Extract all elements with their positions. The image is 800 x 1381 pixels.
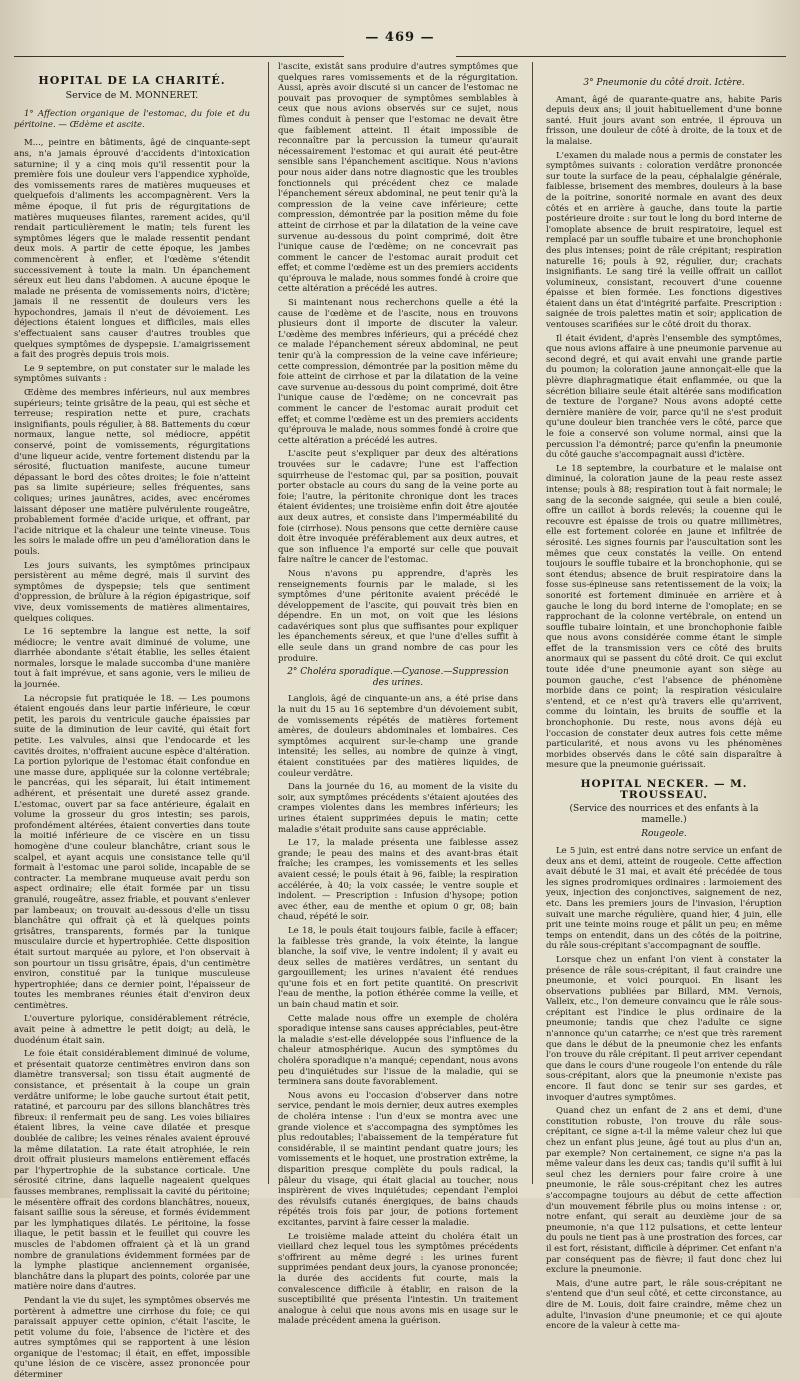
paragraph: Le 9 septembre, on put constater sur le malade les symptômes suivants : [14,363,250,385]
paragraph: Nous avons eu l'occasion d'observer dans notre service, pendant le mois dernier, deux autres exemples de choléra intense : l'un d'eux se montra avec une grande violence et s'accompagna des symptômes les plus redoutables; l'abaissement de la température fut considérable, il se maintint pendant quatre jours; les vomissements et le hoquet, une prostration extrême, la disparition presque complète du pouls radical, la pâleur du visage, qui était glacial au toucher, nous inspirèrent de vives inquiétudes; cependant l'emploi des révulsifs cutanés énergiques, de bains chauds répétés trois fois par jour, de potions fortement excitantes, parvint à faire cesser la maladie. [278,1090,518,1228]
header-rule-left [14,56,344,57]
hospital-heading: HOPITAL NECKER. — M. TROUSSEAU. [580,778,748,801]
paragraph: L'ouverture pylorique, considérablement rétrécie, avait peine à admettre le petit doigt; au delà, le duodénum était sain. [14,1014,250,1046]
paragraph: Langlois, âgé de cinquante-un ans, a été prise dans la nuit du 15 au 16 septembre d'un dévoiement subit, de vomissements répétés de matières fortement amères, de douleurs abdominales et lombaires. Ces symptômes acquirent sur-le-champ une grande intensité; les selles, au nombre de quinze à vingt, étaient constituées par des matières liquides, de couleur verdâtre. [278,694,518,779]
column-1 [14,62,250,1381]
paragraph: Quand chez un enfant de 2 ans et demi, d'une constitution robuste, l'on trouve du râle sous-crépitant, ce signe a-t-il la même valeur chez lui que chez un enfant plus jeune, âgé tout au plus d'un an, par exemple? Non certainement, ce signe n'a pas la même valeur dans les deux cas; tandis qu'il suffit à lui seul chez les derniers pour faire croire à une pneumonie, le râle sous-crépitant chez les autres s'accompagne toujours au début de cette affection d'un mouvement fébrile plus ou moins intense : or, notre enfant, qui serait au deuxième jour de sa pneumonie, n'a que 112 pulsations, et cette lenteur du pouls ne tient pas à une prostration des forces, car il est fort, résistant, difficile à déprimer. Cet enfant n'a par conséquent pas de fièvre; il faut donc chez lui exclure la pneumonie. [546,1106,782,1276]
service-heading: Service de M. MONNERET. [65,89,199,101]
case-title: Rougeole. [641,829,687,840]
paragraph: M..., peintre en bâtiments, âgé de cinquante-sept ans, n'a jamais éprouvé d'accidents d'intoxication saturnine; il y a cinq mois qu'il ressentit pour la première fois une douleur vers l'appendice xyphoïde, des vomissements rares de matières muqueuses et quelquefois d'aliments les accompagnèrent. Vers la même époque, il fut pris de régurgitations de matières muqueuses filantes, rarement acides, qu'il rendait particulièrement le matin; tels furent les symptômes légers que le malade ressentit pendant deux mois. A partir de cette époque, les jambes commencèrent à enfler, et l'œdème s'étendit successivement à toute la main. Un épanchement séreux eut lieu dans l'abdomen. A aucune époque le malade ne présenta de vomissements noirs, d'ictère; jamais il ne ressentit de douleurs vers les hypochondres, jamais il n'eut de dévoiement. Les déjections étaient longues et difficiles, mais elles s'effectuaient sans causer d'autres troubles que quelques symptômes de dyspepsie. L'amaigrissement a fait des progrès depuis trois mois. [14,138,250,361]
column-3 [546,62,782,1332]
paragraph: Amant, âgé de quarante-quatre ans, habite Paris depuis deux ans; il jouit habituellement d'une bonne santé. Huit jours avant son entrée, il éprouva un frisson, une douleur de côté à droite, de la toux et de la malaise. [546,94,782,147]
case-title: 3° Pneumonie du côté droit. Ictère. [583,78,745,88]
paragraph: Nous n'avons pu apprendre, d'après les renseignements fournis par le malade, si les symptômes d'une péritonite avaient précédé le développement de l'ascite, qui pouvait très bien en dépendre. En un mot, on voit que les lésions cadavériques sont plus que suffisantes pour expliquer les épanchements séreux, et que l'une d'elles suffit à elle seule dans un grand nombre de cas pour les produire. [278,568,518,664]
paragraph: Cette malade nous offre un exemple de choléra sporadique intense sans causes appréciables, peut-être la maladie s'est-elle développée sous l'influence de la chaleur atmosphérique. Aucun des symptômes du choléra sporadique n'a manqué; cependant, nous avons peu d'inquiétudes sur l'issue de la maladie, qui se terminera sans doute favorablement. [278,1013,518,1088]
header-rule-right [456,56,786,57]
paragraph: L'ascite peut s'expliquer par deux des altérations trouvées sur le cadavre; l'une est l'affection squirrheuse de l'estomac qui, par sa position, pouvait porter obstacle au cours du sang de la veine porte au foie; l'autre, la péritonite chronique dont les traces étaient évidentes; une troisième enfin doit être ajoutée aux deux autres, et consiste dans l'imperméabilité du foie (cirrhose). Nous pensons que cette dernière cause doit être invoquée préférablement aux deux autres, et que son influence l'a emporté sur celle que pouvait faire naître le cancer de l'estomac. [278,449,518,566]
paragraph: Il était évident, d'après l'ensemble des symptômes, que nous avions affaire à une pneumonie parvenue au second degré, et qui avait envahi une grande partie du poumon; la coloration jaune annonçait-elle que la plèvre diaphragmatique était enflammée, ou que la sécrétion biliaire seule était altérée sans modification de texture de l'organe? Nous avons adopté cette dernière manière de voir, parce qu'il ne s'est produit qu'une douleur bien tranchée vers le côté, parce que le foie a conservé son volume normal, ainsi que la percussion l'a démontré; parce qu'enfin la pneumonie du côté gauche s'accompagnait aussi d'ictère. [546,333,782,461]
paragraph: La nécropsie fut pratiquée le 18. — Les poumons étaient engoués dans leur partie inférieure, le cœur petit, les parois du ventricule gauche épaissies par suite de la diminution de leur cavité, qui était fort petite. Les valvules, ainsi que l'endocarde et les cavités droites, n'offraient aucune espèce d'altération. La portion pylorique de l'estomac était confondue en une masse dure, appliquée sur la colonne vertébrale; le pancréas, qui les séparait, lui était intimement adhérent, et présentait une dureté assez grande. L'estomac, ouvert par sa face antérieure, égalait en volume la grosseur du gros intestin; ses parois, profondément altérées, étaient converties dans toute la moitié inférieure de ce viscère en un tissu homogène d'une couleur blanchâtre, criant sous le scalpel, et ayant acquis une consistance telle qu'il formait à l'estomac une paroi solide, incapable de se contracter. La membrane muqueuse avait perdu son aspect ordinaire; elle était formée par un tissu granulé, rougeâtre, assez friable, et pouvant s'enlever par lambeaux; on trouvait au-dessous d'elle un tissu blanchâtre qui offrait çà et là quelques points grisâtres, transparents, formés par la tunique musculaire durcie et hypertrophiée. Cette disposition était surtout marquée au pylore, et l'on observait à son pourtour un tissu grisâtre, épais, d'un centimètre environ, constitué par la tunique musculeuse hypertrophiée; dans ce dernier point, l'épaisseur de toutes les membranes réunies était d'environ deux centimètres. [14,693,250,1011]
paragraph: Mais, d'une autre part, le râle sous-crépitant ne s'entend que d'un seul côté, et cette circonstance, au dire de M. Louis, doit faire craindre, même chez un adulte, l'invasion d'une pneumonie; et ce qui ajoute encore de la valeur à cette ma- [546,1278,782,1332]
paragraph: l'ascite, existât sans produire d'autres symptômes que quelques rares vomissements et de la régurgitation. Aussi, après avoir discuté si un cancer de l'estomac ne pouvait pas provoquer de symptômes semblables à ceux que nous avions observés sur ce sujet, nous fûmes conduit à penser que l'estomac ne devait être que faiblement atteint. Il était impossible de reconnaître par la percussion la tumeur qu'aurait nécessairement l'estomac et qui aurait été peut-être sensible sans l'épanchement ascitique. Nous n'avions pour nous aider dans notre diagnostic que les troubles fonctionnels qui précédent chez ce malade l'épanchement séreux abdominal, ne peut tenir qu'à la compression de la veine cave inférieure; cette compression, démontrée par la position même du foie atteint de cirrhose et par la dilatation de la veine cave survenue au-dessous du point comprimé, doit être l'unique cause de l'œdème; on ne concevrait pas comment le cancer de l'estomac aurait produit cet effet; et comme l'œdème est un des premiers accidents qu'éprouva le malade, nous sommes fondé à croire que cette altération a précédé les autres. [278,62,518,295]
paragraph: Le 16 septembre la langue est nette, la soif médiocre; le ventre avait diminué de volume, une diarrhée abondante s'était établie, les selles étaient normales, lorsque le malade succomba d'une manière tout à fait imprévue, et sans agonie, vers le milieu de la journée. [14,627,250,691]
paragraph: Œdème des membres inférieurs, nul aux membres supérieurs; teinte grisâtre de la peau, qui est sèche et terreuse; respiration nette et pure, crachats insignifiants, pouls régulier, à 88. Battements du cœur normaux, langue nette, sol médiocre, appétit conservé, point de vomissements, régurgitations d'une liqueur acide, ventre fortement distendu par la sérosité, fluctuation manifeste, aucune tumeur dépassant le bord des côtes droites; le foie n'atteint pas sa limite supérieure; selles fréquentes, sans coliques; urines jaunâtres, acides, avec encéromes laissant déposer une matière pulvérulente rougeâtre, probablement formée d'acide urique, et offrant, par l'acide nitrique et la chaleur une teinte vineuse. Tous les soirs le malade offre un peu d'amélioration dans le pouls. [14,388,250,557]
hospital-heading: HOPITAL DE LA CHARITÉ. [38,74,226,87]
paragraph: Pendant la vie du sujet, les symptômes observés me portèrent à admettre une cirrhose du foie; ce qui paraissait appuyer cette opinion, c'était l'ascite, le petit volume du foie, l'absence de l'ictère et des autres symptômes qui se rapportent à une lésion organique de l'estomac; il était, en effet, impossible qu'une lésion de ce viscère, assez prononcée pour déterminer [14,1295,250,1381]
column-2 [278,62,518,1327]
paragraph: Le foie était considérablement diminué de volume, et présentait quatorze centimètres environ dans son diamètre transversal; son tissu était augmenté de consistance, et présentait à la coupe un grain verdâtre uniforme; le lobe gauche surtout était petit, ratatiné, et parcouru par des sillons blanchâtres très fibreux: il renfermait peu de sang. Les voies biliaires étaient libres, la veine cave dilatée et presque doublée de calibre; les veines rénales avaient éprouvé la même dilatation. La rate était atrophiée, le rein droit offrait plusieurs mamelons entièrement effacés par l'hypertrophie de la substance corticale. Une sérosité citrine, dans laquelle nageaient quelques fausses membranes, remplissait la cavité du péritoine; le mésentère offrait des cordons blanchâtres, noueux, faisant saillie sous la séreuse, et formés évidemment par les lymphatiques dilatés. Le péritoine, la fosse iliaque, le petit bassin et le feuillet qui couvre les muscles de l'abdomen offraient çà et là un grand nombre de granulations évidemment formées par de la lymphe plastique anciennement organisée, blanchâtre dans la plupart des points, colorée par une matière noire dans d'autres. [14,1049,250,1293]
paragraph: Le 18, le pouls était toujours faible, facile à effacer; la faiblesse très grande, la voix éteinte, la langue blanche, la soif vive, le ventre indolent; il y avait eu deux selles de matières verdâtres, un sentant du gargouillement; les urines n'avaient été rendues qu'une fois et en fort petite quantité. On prescrivit l'eau de menthe, la potion éthérée comme la veille, et un bain chaud matin et soir. [278,925,518,1011]
paragraph: Le 18 septembre, la courbature et le malaise ont diminué, la coloration jaune de la peau reste assez intense; pouls à 88; respiration tout à fait normale; le sang de la seconde saignée, qui seule a bien coulé, offre un caillot à bords relevés; la couenne qui le recouvre est épaisse de trois ou quatre millimètres, elle est fortement colorée en jaune et infiltrée de sérosité. Les signes fournis par l'auscultation sont les mêmes que ceux constatés la veille. On entend toujours le souffle tubaire et la bronchophonie, qui se sont étendus; absence de bruit respiratoire dans la fosse sus-épineuse sans retentissement de la voix; la sonorité est fortement diminuée en arrière et à gauche le long du bord interne de l'omoplate; en se rapprochant de la colonne vertébrale, on entend un souffle tubaire lointain, et une bronchophonie faible que nous avons considérée comme étant le simple effet de la transmission vers ce côté des bruits anormaux qui se passent du côté droit. Ce qui exclut toute idée d'une pneumonie ayant son siège au poumon gauche, c'est l'absence de phénomène morbide dans ce point; la respiration vésiculaire s'entend, et ce n'est qu'à travers elle qu'arrivent, comme du lointain, les bruits de souffle et la bronchophonie. Du reste, nous avons déjà eu l'occasion de constater deux autres fois cette même particularité, et nous avons vu les phénomènes morbides observés dans le côté sain disparaître à mesure que la pneumonie guérissait. [546,463,782,771]
paragraph: Le 5 juin, est entré dans notre service un enfant de deux ans et demi, atteint de rougeole. Cette affection avait débuté le 31 mai, et avait été précédée de tous les signes prodromiques ordinaires : larmoiement des yeux, injection des conjonctives, saignement de nez, etc. Dans les premiers jours de l'invasion, l'éruption suivait une marche régulière, quand hier, 4 juin, elle prit une teinte moins rouge et pâlit un peu; en même temps on entendit, dans un des côtés de la poitrine, du râle sous-crépitant s'accompagnant de souffle. [546,845,782,952]
paragraph: Le troisième malade atteint du choléra était un vieillard chez lequel tous les symptômes précédents s'offrirent au même degré : les urines furent supprimées pendant deux jours, la cyanose prononcée; la durée des accidents fut courte, mais la convalescence difficile à établir, en raison de la susceptibilité que présenta l'intestin. Un traitement analogue à celui que nous avons mis en usage sur le malade précédent amena la guérison. [278,1231,518,1327]
service-heading: (Service des nourrices et des enfants à la mamelle.) [569,804,759,825]
case-title: 2° Choléra sporadique.—Cyanose.—Suppression des urines. [287,667,509,688]
case-title: 1° Affection organique de l'estomac, du foie et du péritoine. — Œdème et ascite. [14,109,250,130]
paragraph: L'examen du malade nous a permis de constater les symptômes suivants : coloration verdâtre prononcée sur toute la surface de la peau, céphalalgie générale, faiblesse, brisement des membres, douleurs à la base de la poitrine, sonorité normale en avant des deux côtés et en arrière à gauche, dans toute la partie postérieure droite : sur tout le long du bord interne de l'omoplate absence de bruit respiratoire, lequel est remplacé par un souffle tubaire et une bronchophonie des plus intenses; point de râle crépitant; respiration naturelle 16; pouls à 92, régulier, dur; crachats insignifiants. Le sang tiré la veille offrait un caillot volumineux, consistant, recouvert d'une couenne épaisse et bien formée. Les fonctions digestives étaient dans un état d'intégrité parfaite. Prescription : saignée de trois palettes matin et soir; application de ventouses scarifiées sur le côté droit du thorax. [546,150,782,331]
paragraph: Les jours suivants, les symptômes principaux persistèrent au même degré, mais il survint des symptômes de dyspepsie; tels que sentiment d'oppression, de brûlure à la région épigastrique, soif vive, deux vomissements de matières alimentaires, quelques coliques. [14,560,250,624]
column-separator [268,62,269,1184]
paragraph: Lorsque chez un enfant l'on vient à constater la présence de râle sous-crépitant, il faut craindre une pneumonie, et voici pourquoi. En lisant les observations publiées par Billard, MM. Vernois, Valleix, etc., l'on demeure convaincu que le râle sous-crépitant est l'indice le plus ordinaire de la pneumonie; tandis que chez l'adulte ce signe n'annonce qu'un catarrhe; ce n'est que très rarement que dans le début de la pneumonie chez les enfants l'on trouve du râle crépitant. Il peut arriver cependant que dans le cours d'une rougeole l'on entende du râle sous-crépitant, alors que la pneumonie n'existe pas encore. Il faut donc se tenir sur ses gardes, et invoquer d'autres symptômes. [546,954,782,1103]
paragraph: Dans la journée du 16, au moment de la visite du soir, aux symptômes précédents s'étaient ajoutées des crampes violentes dans les membres inférieurs; les urines étaient supprimées depuis le matin; cette maladie s'était produite sans cause appréciable. [278,782,518,835]
column-separator [532,62,533,1184]
paragraph: Le 17, la malade présenta une faiblesse assez grande; le peau des mains et des avant-bras était fraîche; les crampes, les vomissements et les selles avaient cessé; le pouls était à 96, faible; la respiration accélérée, à 40; la voix cassée; le ventre souple et indolent. — Prescription : Infusion d'hysope; potion avec éther, eau de menthe et opium 0 gr, 08; bain chaud, répété le soir. [278,838,518,923]
paragraph: Si maintenant nous recherchons quelle a été la cause de l'œdème et de l'ascite, nous en trouvons plusieurs dont il importe de discuter la valeur. L'œdème des membres inférieurs, qui a précédé chez ce malade l'épanchement séreux abdominal, ne peut tenir qu'à la compression de la veine cave inférieure; cette compression, démontrée par la position même du foie atteint de cirrhose et par la dilatation de la veine cave survenue au-dessous du point comprimé, doit être l'unique cause de l'œdème; on ne concevrait pas comment le cancer de l'estomac aurait produit cet effet; et comme l'œdème est un des premiers accidents qu'éprouva le malade, nous sommes fondé à croire que cette altération a précédé les autres. [278,298,518,446]
page-number: — 469 — [365,30,435,45]
